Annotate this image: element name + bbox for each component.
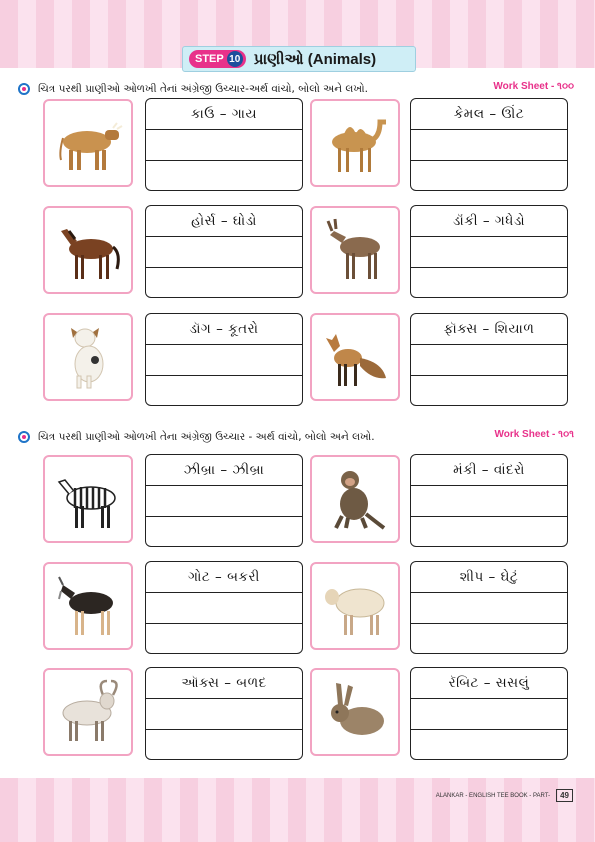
step-number: 10: [227, 51, 243, 67]
blank-line[interactable]: [411, 268, 567, 299]
sheep-image: [310, 562, 400, 650]
zebra-image: [43, 455, 133, 543]
instruction-1: [18, 80, 588, 98]
donkey-image: [310, 206, 400, 294]
instruction-text: ચિત્ર પરથી પ્રાણીઓ ઓળખી તેનાં અંગ્રેજી ઉચ્ચાર-અર્થ વાંચો, બોલો અને લખો.: [38, 82, 368, 95]
word-line: [411, 562, 567, 593]
instruction-2: [18, 428, 588, 446]
writing-box: [410, 205, 568, 298]
step-badge: [189, 50, 246, 68]
animal-word: મંકી – વાંદરો: [453, 462, 525, 478]
animal-word: શીપ – ઘેટું: [459, 569, 519, 585]
blank-line[interactable]: [411, 517, 567, 548]
animal-word: ડૉગ – કૂતરો: [189, 321, 259, 337]
word-line: [146, 314, 302, 345]
fox-image: [310, 313, 400, 401]
blank-line[interactable]: [411, 624, 567, 655]
blank-line[interactable]: [146, 593, 302, 624]
writing-box: [145, 313, 303, 406]
blank-line[interactable]: [411, 699, 567, 730]
animal-word: ઝીબ્રા – ઝીબ્રા: [183, 462, 265, 478]
word-line: [146, 455, 302, 486]
writing-box: [145, 205, 303, 298]
blank-line[interactable]: [146, 486, 302, 517]
blank-line[interactable]: [146, 345, 302, 376]
blank-line[interactable]: [146, 376, 302, 407]
blank-line[interactable]: [146, 624, 302, 655]
animal-word: રૅબિટ – સસલું: [448, 675, 530, 691]
writing-box: [410, 454, 568, 547]
word-line: [411, 99, 567, 130]
animal-word: ગોટ – બકરી: [188, 569, 260, 585]
blank-line[interactable]: [411, 345, 567, 376]
worksheet-label: Work Sheet - ૧૦૦: [493, 81, 574, 92]
blank-line[interactable]: [146, 268, 302, 299]
dog-image: [43, 313, 133, 401]
bullet-icon: [18, 431, 30, 443]
blank-line[interactable]: [146, 517, 302, 548]
word-line: [411, 455, 567, 486]
writing-box: [145, 667, 303, 760]
animal-word: હોર્સ – ઘોડો: [191, 213, 257, 229]
word-line: [146, 206, 302, 237]
blank-line[interactable]: [411, 237, 567, 268]
ox-image: [43, 668, 133, 756]
rabbit-image: [310, 668, 400, 756]
bottom-decorative-band: [0, 778, 595, 842]
word-line: [146, 668, 302, 699]
blank-line[interactable]: [146, 161, 302, 192]
writing-box: [145, 561, 303, 654]
blank-line[interactable]: [411, 730, 567, 761]
writing-box: [410, 98, 568, 191]
instruction-text: ચિત્ર પરથી પ્રાણીઓ ઓળખી તેના અંગ્રેજી ઉચ્ચાર - અર્થ વાંચો, બોલો અને લખો.: [38, 430, 375, 443]
blank-line[interactable]: [411, 161, 567, 192]
word-line: [146, 99, 302, 130]
bullet-icon: [18, 83, 30, 95]
blank-line[interactable]: [411, 130, 567, 161]
monkey-image: [310, 455, 400, 543]
horse-image: [43, 206, 133, 294]
step-banner: [182, 46, 416, 72]
camel-image: [310, 99, 400, 187]
blank-line[interactable]: [146, 699, 302, 730]
book-title: ALANKAR - ENGLISH TEE BOOK - PART-: [435, 792, 551, 799]
cow-image: [43, 99, 133, 187]
word-line: [411, 314, 567, 345]
writing-box: [410, 667, 568, 760]
blank-line[interactable]: [411, 486, 567, 517]
animal-word: કાઉ – ગાય: [190, 106, 258, 122]
writing-box: [145, 98, 303, 191]
word-line: [411, 668, 567, 699]
blank-line[interactable]: [411, 593, 567, 624]
animal-word: ડૉંકી – ગધેડો: [452, 213, 526, 229]
animal-word: કેમલ – ઊંટ: [453, 106, 525, 122]
writing-box: [145, 454, 303, 547]
writing-box: [410, 561, 568, 654]
page-footer: [436, 789, 573, 802]
word-line: [146, 562, 302, 593]
blank-line[interactable]: [411, 376, 567, 407]
animal-word: ફૉક્સ – શિયાળ: [443, 321, 535, 337]
step-label: STEP: [195, 53, 224, 65]
blank-line[interactable]: [146, 730, 302, 761]
animal-word: ઑક્સ – બળદ: [181, 675, 267, 691]
blank-line[interactable]: [146, 237, 302, 268]
goat-image: [43, 562, 133, 650]
blank-line[interactable]: [146, 130, 302, 161]
writing-box: [410, 313, 568, 406]
page-title: પ્રાણીઓ (Animals): [253, 50, 377, 68]
worksheet-label: Work Sheet - ૧૦૧: [494, 429, 574, 440]
page-number: 49: [556, 789, 573, 802]
word-line: [411, 206, 567, 237]
